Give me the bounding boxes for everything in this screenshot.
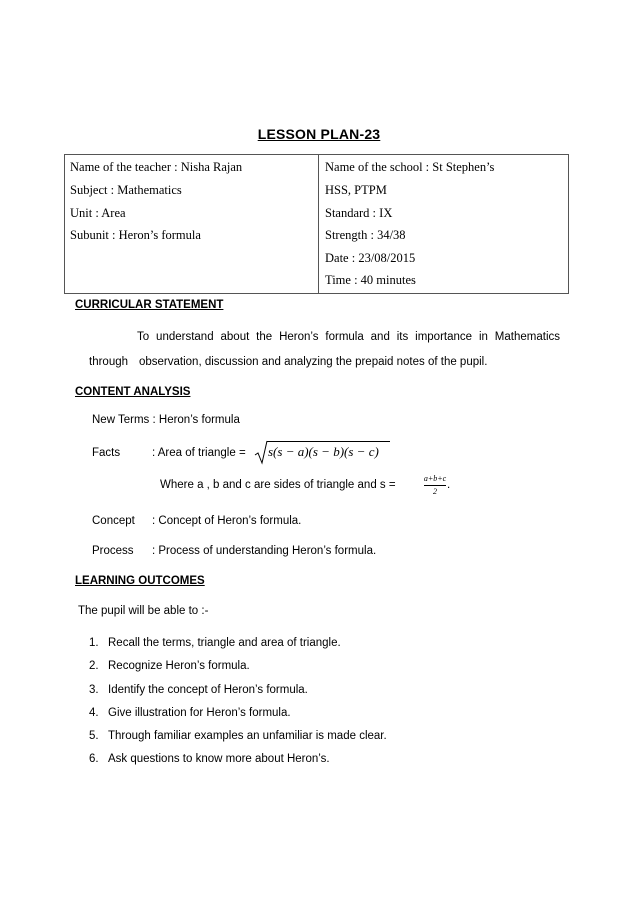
school-name: Name of the school : St Stephen’s xyxy=(325,160,495,174)
process-label: Process xyxy=(92,545,134,557)
date: Date : 23/08/2015 xyxy=(325,251,416,265)
header-table xyxy=(64,154,569,294)
heron-formula: s(s − a)(s − b)(s − c) xyxy=(268,444,379,459)
list-item: Identify the concept of Heron’s formula. xyxy=(108,684,308,696)
list-item-number: 5. xyxy=(89,730,99,742)
list-item-number: 4. xyxy=(89,707,99,719)
content-analysis-heading: CONTENT ANALYSIS xyxy=(75,386,191,398)
teacher-name: Name of the teacher : Nisha Rajan xyxy=(70,160,243,174)
learning-outcomes-heading: LEARNING OUTCOMES xyxy=(75,575,205,587)
time: Time : 40 minutes xyxy=(325,273,416,287)
strength: Strength : 34/38 xyxy=(325,228,406,242)
facts-text: : Area of triangle = xyxy=(152,447,246,459)
list-item-number: 3. xyxy=(89,684,99,696)
where-text: Where a , b and c are sides of triangle and s = xyxy=(160,479,396,491)
new-terms: New Terms : Heron’s formula xyxy=(92,414,240,426)
list-item: Give illustration for Heron’s formula. xyxy=(108,707,291,719)
subject: Subject : Mathematics xyxy=(70,183,182,197)
school-name-cont: HSS, PTPM xyxy=(325,183,387,197)
page-title: LESSON PLAN-23 xyxy=(257,126,381,142)
list-item-number: 2. xyxy=(89,660,99,672)
table-divider xyxy=(318,155,319,293)
standard: Standard : IX xyxy=(325,206,393,220)
list-item: Through familiar examples an unfamiliar is made clear. xyxy=(108,730,387,742)
fraction-numerator: a+b+c xyxy=(423,474,447,483)
sqrt-icon xyxy=(254,440,268,466)
list-item: Ask questions to know more about Heron’s. xyxy=(108,753,330,765)
curricular-line-2: observation, discussion and analyzing the prepaid notes of the pupil. xyxy=(139,356,488,368)
curricular-line-1: To understand about the Heron’s formula and its importance in Mathematics xyxy=(137,331,560,343)
outcomes-intro: The pupil will be able to :- xyxy=(78,605,209,617)
list-item-number: 1. xyxy=(89,637,99,649)
concept-text: : Concept of Heron’s formula. xyxy=(152,515,302,527)
process-text: : Process of understanding Heron’s formula. xyxy=(152,545,377,557)
list-item-number: 6. xyxy=(89,753,99,765)
list-item: Recall the terms, triangle and area of triangle. xyxy=(108,637,341,649)
subunit: Subunit : Heron’s formula xyxy=(70,228,201,242)
curricular-heading: CURRICULAR STATEMENT xyxy=(75,299,224,311)
unit: Unit : Area xyxy=(70,206,126,220)
fraction-end: . xyxy=(447,479,451,491)
list-item: Recognize Heron’s formula. xyxy=(108,660,250,672)
fraction-denominator: 2 xyxy=(433,487,437,496)
facts-label: Facts xyxy=(92,447,121,459)
fraction-bar xyxy=(424,485,446,486)
concept-label: Concept xyxy=(92,515,135,527)
curricular-line-2-start: through xyxy=(89,356,129,368)
sqrt-vinculum xyxy=(267,441,390,442)
